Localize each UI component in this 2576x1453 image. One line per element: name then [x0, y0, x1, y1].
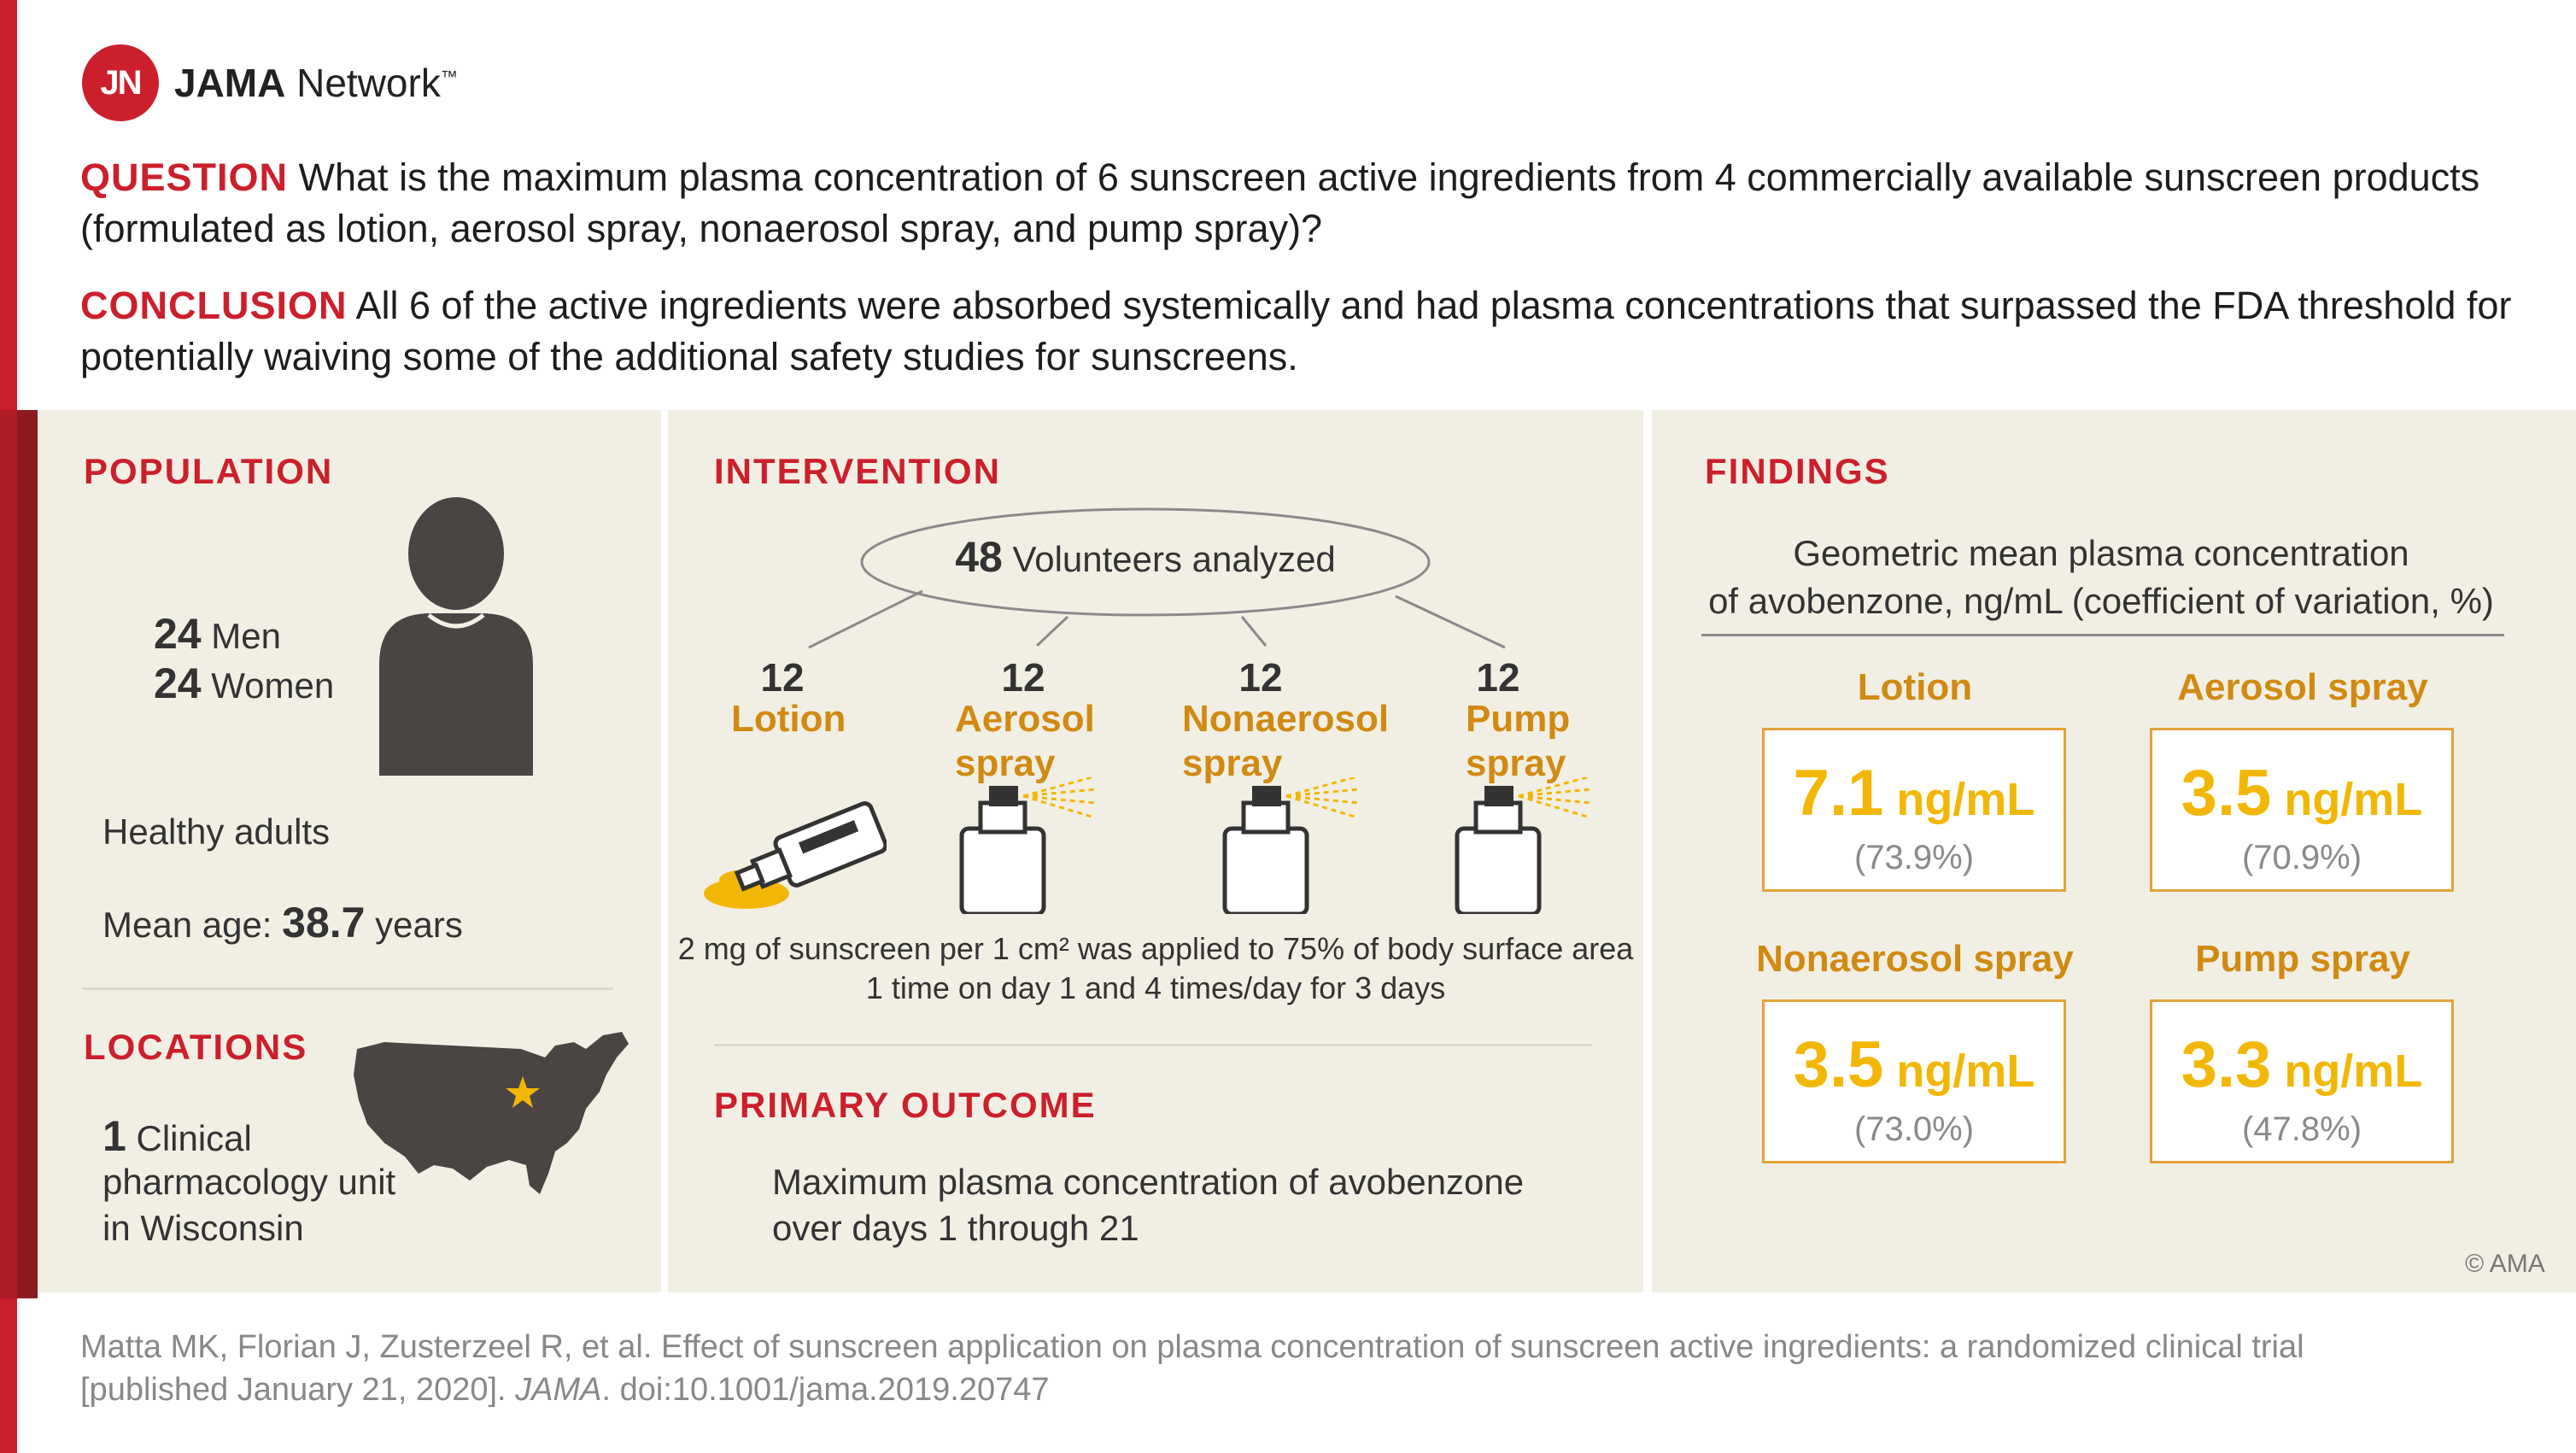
arm-count-nonaerosol: 12 [1238, 655, 1283, 700]
men-count: 24 Men [154, 610, 281, 658]
dose-line1: 2 mg of sunscreen per 1 cm² was applied to 75% of body surface area [677, 931, 1634, 966]
jn-logo-icon: JN [82, 44, 159, 121]
question-block [80, 152, 2540, 255]
arm-count-aerosol: 12 [1001, 655, 1045, 700]
population-title: POPULATION [84, 451, 334, 491]
findings-panel [1652, 410, 2576, 1292]
person-icon [371, 494, 542, 776]
arm-count-lotion: 12 [760, 655, 805, 700]
findings-subtitle-line2: of avobenzone, ng/mL (coefficient of variation, %) [1708, 581, 2494, 621]
copyright: © AMA [2465, 1250, 2545, 1278]
nonaerosol-spray-icon [1218, 777, 1372, 914]
findings-title: FINDINGS [1705, 451, 1890, 491]
population-panel [38, 410, 661, 1292]
findings-divider [1701, 634, 2504, 636]
volunteers-analyzed: 48 Volunteers analyzed [955, 533, 1336, 581]
arm-name-nonaerosol: Nonaerosol spray [1182, 698, 1390, 784]
healthy-adults: Healthy adults [102, 811, 331, 852]
dose-line2: 1 time on day 1 and 4 times/day for 3 days [865, 970, 1446, 1005]
arm-name-aerosol: Aerosol spray [955, 698, 1095, 784]
primary-outcome-line1: Maximum plasma concentration of avobenzone [772, 1162, 1525, 1202]
intervention-panel [668, 410, 1643, 1292]
lotion-tube-icon [699, 777, 887, 914]
locations-title: LOCATIONS [84, 1027, 308, 1067]
finding-box-pump: 3.3 ng/mL (47.8%) [2150, 999, 2454, 1163]
finding-box-nonaerosol: 3.5 ng/mL (73.0%) [1762, 999, 2066, 1163]
mean-age: Mean age: 38.7 years [102, 899, 463, 946]
location-count: 1 Clinical [102, 1112, 252, 1160]
intervention-title: INTERVENTION [714, 451, 1001, 491]
population-divider [82, 987, 613, 990]
finding-label-pump: Pump spray [2195, 938, 2410, 980]
question-text: What is the maximum plasma concentration of 6 sunscreen active ingredients from 4 commercially available sunscreen products (formulated as lotion, aerosol spray, nonaerosol spray, and pump spray)? [80, 155, 2480, 250]
finding-label-nonaerosol: Nonaerosol spray [1756, 938, 2074, 980]
jama-network-logo [82, 44, 458, 121]
primary-outcome-line2: over days 1 through 21 [772, 1208, 1139, 1248]
conclusion-block [80, 280, 2540, 383]
citation-line2: [published January 21, 2020]. JAMA. doi:10.1001/jama.2019.20747 [80, 1372, 1050, 1408]
left-accent-bar-dark [0, 410, 38, 1298]
finding-box-lotion: 7.1 ng/mL (73.9%) [1762, 728, 2066, 892]
conclusion-tag: CONCLUSION [80, 284, 348, 327]
question-tag: QUESTION [80, 155, 289, 199]
arm-count-pump: 12 [1476, 655, 1520, 700]
pump-spray-icon [1450, 777, 1604, 914]
arm-name-lotion: Lotion [731, 698, 846, 740]
finding-label-aerosol: Aerosol spray [2177, 666, 2428, 708]
citation-line1: Matta MK, Florian J, Zusterzeel R, et al. Effect of sunscreen application on plasma concentration of sunscreen active ingredients: a randomized clinical trial [80, 1329, 2304, 1365]
citation [80, 1326, 2540, 1411]
logo-wordmark: JAMA Network™ [174, 61, 458, 105]
intervention-divider [714, 1044, 1592, 1046]
findings-subtitle-line1: Geometric mean plasma concentration [1793, 533, 2409, 573]
finding-label-lotion: Lotion [1857, 666, 1973, 708]
location-line3: in Wisconsin [102, 1208, 304, 1248]
conclusion-text: All 6 of the active ingredients were absorbed systemically and had plasma concentrations that surpassed the FDA threshold for potentially waiving some of the additional safety studies for sunscreens. [80, 284, 2512, 378]
finding-box-aerosol: 3.5 ng/mL (70.9%) [2150, 728, 2454, 892]
primary-outcome-title: PRIMARY OUTCOME [714, 1085, 1097, 1125]
aerosol-spray-icon [955, 777, 1109, 914]
arm-name-pump: Pump spray [1466, 698, 1571, 784]
location-line2: pharmacology unit [102, 1162, 396, 1202]
women-count: 24 Women [154, 659, 335, 707]
